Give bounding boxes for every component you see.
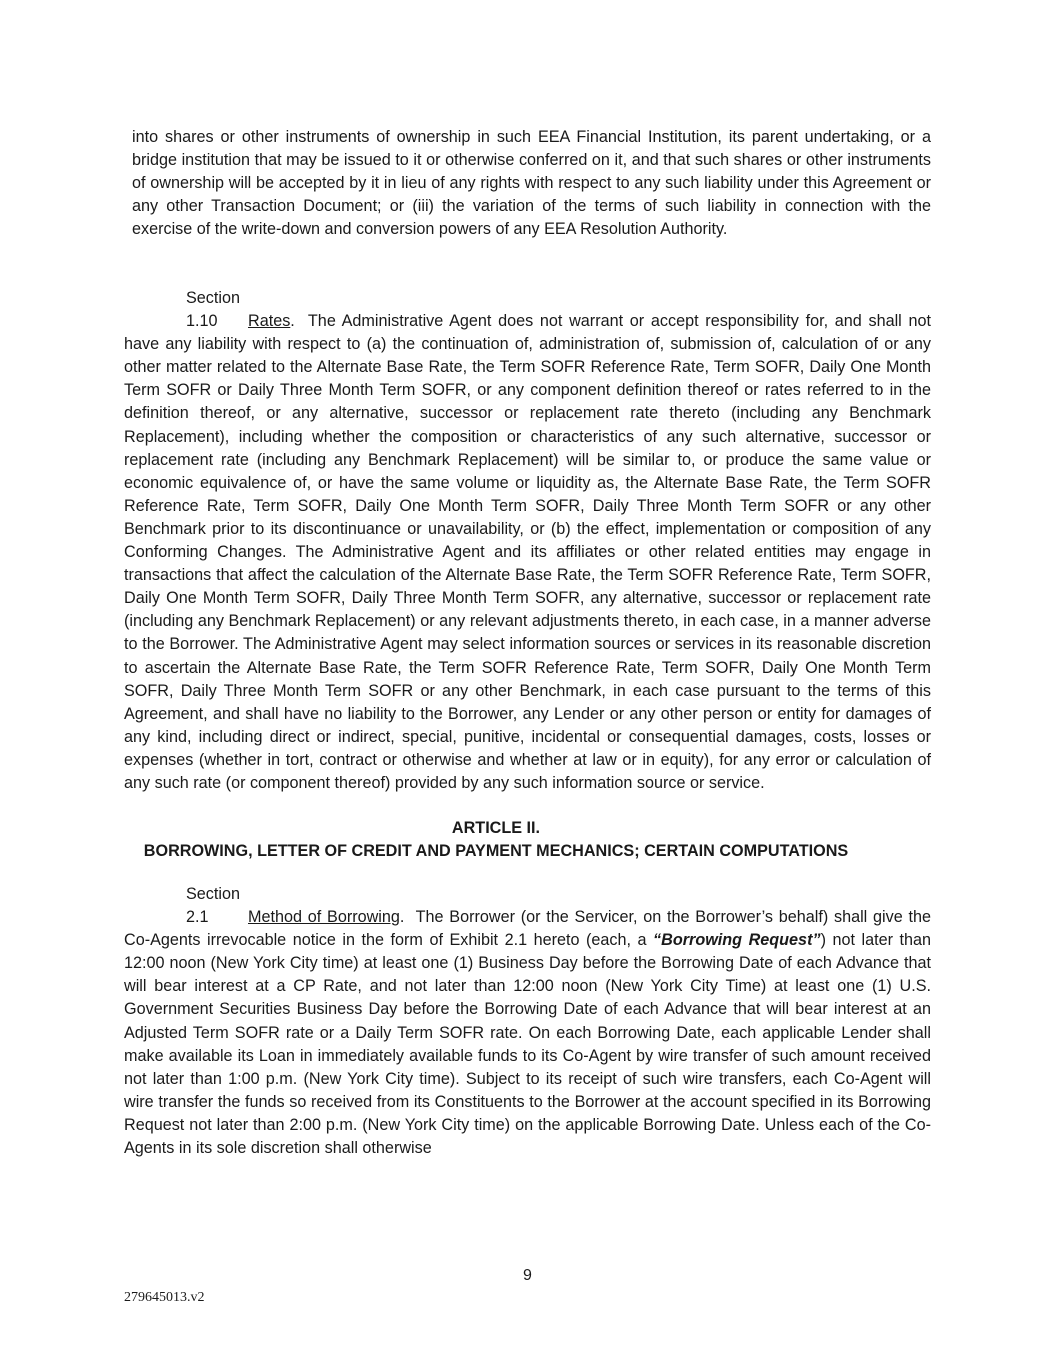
document-id: 279645013.v2 xyxy=(124,1290,205,1305)
section-1-10-paragraph xyxy=(124,287,931,795)
article-title: BORROWING, LETTER OF CREDIT AND PAYMENT MECHANICS; CERTAIN COMPUTATIONS xyxy=(143,842,849,860)
borrowing-request-defined-term: “Borrowing Request” xyxy=(653,931,821,950)
section-2-1-text-after: ) not later than 12:00 noon (New York City time) at least one (1) Business Day before the Borrowing Date of each Advance that will bear interest at a CP Rate, and not later than 12:00 noon (New York City Time) at least one (1) U.S. Government Securities Business Day before the Borrowing Date of each Advance that will bear interest at an Adjusted Term SOFR rate or a Daily Term SOFR rate. On each Borrowing Date, each applicable Lender shall make available its Loan in immediately available funds to its Co-Agent by wire transfer of such amount received not later than 1:00 p.m. (New York City time). Subject to its receipt of such wire transfers, each Co-Agent will wire transfer the funds so received from its Constituents to the Borrower at the account specified in its Borrowing Request not later than 2:00 p.m. (New York City time) on the applicable Borrowing Date. Unless each of the Co-Agents in its sole discretion shall otherwise xyxy=(124,931,932,1158)
section-2-1-title-punct: . xyxy=(399,908,405,927)
section-2-1-text-before: The Borrower (or the Servicer, on the Borrower’s behalf) shall give the Co-Agents irrevocable notice in the form of Exhibit 2.1 hereto (each, a xyxy=(124,908,931,950)
section-2-1-number: Section 2.1 xyxy=(186,885,240,927)
section-1-10-title-punct: . xyxy=(290,312,295,331)
section-1-10-title: Rates xyxy=(248,312,291,331)
page-number: 9 xyxy=(523,1267,532,1284)
section-1-10-number: Section 1.10 xyxy=(186,289,240,331)
article-number: ARTICLE II. xyxy=(451,819,541,837)
section-1-10-text: The Administrative Agent does not warrant or accept responsibility for, and shall not have any liability with respect to (a) the continuation of, administration of, submission of, calculation of or any other matter related to the Alternate Base Rate, the Term SOFR Reference Rate, Term SOFR, Daily One Month Term SOFR or Daily Three Month Term SOFR, or any component definition thereof or rates referred to in the definition thereof, or any alternative, successor or replacement rate thereto (including any Benchmark Replacement), including whether the composition or characteristics of any such alternative, successor or replacement rate (including any Benchmark Replacement) will be similar to, or produce the same value or economic equivalence of, or have the same volume or liquidity as, the Alternate Base Rate, the Term SOFR Reference Rate, Term SOFR, Daily One Month Term SOFR, Daily Three Month Term SOFR or any other Benchmark prior to its discontinuance or unavailability, or (b) the effect, implementation or composition of any Conforming Changes. The Administrative Agent and its affiliates or other related entities may engage in transactions that affect the calculation of the Alternate Base Rate, the Term SOFR Reference Rate, Term SOFR, Daily One Month Term SOFR, Daily Three Month Term SOFR, any alternative, successor or replacement rate (including any Benchmark Replacement) or any relevant adjustments thereto, in each case, in a manner adverse to the Borrower. The Administrative Agent may select information sources or services in its reasonable discretion to ascertain the Alternate Base Rate, the Term SOFR Reference Rate, Term SOFR, Daily One Month Term SOFR, Daily Three Month Term SOFR or any other Benchmark, in each case pursuant to the terms of this Agreement, and shall have no liability to the Borrower, any Lender or any other person or entity for damages of any kind, including direct or indirect, special, punitive, incidental or consequential damages, costs, losses or expenses (whether in tort, contract or otherwise and whether at law or in equity), for any error or calculation of any such rate (or component thereof) provided by any such information source or service. xyxy=(124,312,931,792)
section-2-1-title: Method of Borrowing xyxy=(248,908,400,927)
section-2-1-paragraph xyxy=(124,883,931,1160)
continuation-paragraph: into shares or other instruments of ownership in such EEA Financial Institution, its parent undertaking, or a bridge institution that may be issued to it or otherwise conferred on it, and that such shares or other instruments of ownership will be accepted by it in lieu of any rights with respect to any such liability under this Agreement or any other Transaction Document; or (iii) the variation of the terms of such liability in connection with the exercise of the write-down and conversion powers of any EEA Resolution Authority. xyxy=(132,128,931,239)
